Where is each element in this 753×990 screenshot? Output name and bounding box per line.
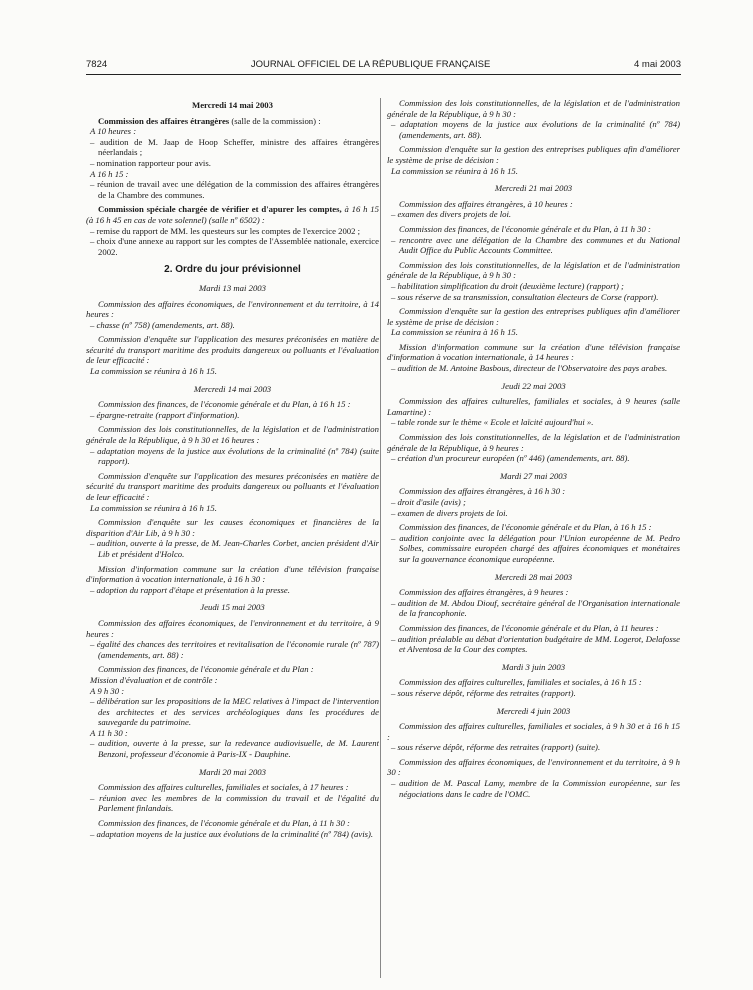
committee-line: Commission des finances, de l'économie générale et du Plan, à 11 h 30 : bbox=[399, 223, 651, 234]
agenda-item: – égalité des chances des territoires et revitalisation de l'économie rurale (nº 787) (amendements, art. 88) : bbox=[90, 639, 379, 660]
agenda-item: – audition préalable au débat d'orientation budgétaire de MM. Logerot, Delafosse et Alventosa de la Cour des comptes. bbox=[391, 633, 680, 655]
agenda-entry bbox=[387, 677, 680, 698]
agenda-entry bbox=[387, 98, 680, 140]
agenda-entry bbox=[387, 342, 680, 374]
agenda-item: – sous réserve dépôt, réforme des retraites (rapport) (suite). bbox=[391, 742, 601, 753]
agenda-item: – nomination rapporteur pour avis. bbox=[90, 157, 211, 168]
committee-line: Commission d'enquête sur la gestion des entreprises publiques afin d'améliorer le système de prise de décision : bbox=[387, 306, 680, 327]
committee-name: Commission des affaires étrangères bbox=[98, 115, 230, 126]
page-number: 7824 bbox=[86, 59, 108, 70]
agenda-entry bbox=[86, 618, 379, 660]
agenda-item: – audition, ouverte à la presse, de M. Jean-Charles Corbet, ancien président d'Air Lib et président d'Holco. bbox=[90, 538, 379, 559]
agenda-entry bbox=[387, 144, 680, 176]
committee-line: Commission d'enquête sur l'application des mesures préconisées en matière de sécurité du transport maritime des produits dangereux ou polluants et l'évaluation de leur efficacité : bbox=[86, 334, 379, 366]
day-heading: Mercredi 28 mai 2003 bbox=[494, 571, 573, 582]
committee-line: Commission des finances, de l'économie générale et du Plan, à 11 heures : bbox=[399, 622, 659, 633]
left-column bbox=[86, 98, 379, 978]
column-divider bbox=[380, 98, 381, 978]
committee-line: Commission des affaires culturelles, familiales et sociales, à 9 h 30 et à 16 h 15 : bbox=[387, 721, 680, 742]
agenda-note: La commission se réunira à 16 h 15. bbox=[90, 366, 217, 377]
committee-line: Mission d'information commune sur la création d'une télévision française d'information à vocation internationale, à 16 h 30 : bbox=[86, 563, 379, 585]
committee-line: Commission d'enquête sur la gestion des entreprises publiques afin d'améliorer le système de prise de décision : bbox=[387, 144, 680, 165]
agenda-note: La commission se réunira à 16 h 15. bbox=[391, 327, 518, 338]
agenda-item: – choix d'une annexe au rapport sur les comptes de l'Assemblée nationale, exercice 2002. bbox=[90, 236, 379, 257]
agenda-entry bbox=[387, 224, 680, 256]
day-heading: Mardi 13 mai 2003 bbox=[198, 282, 266, 293]
agenda-item: – réunion de travail avec une délégation de la commission des affaires étrangères de la Chambre des communes. bbox=[90, 179, 379, 200]
agenda-entry bbox=[387, 396, 680, 428]
agenda-entry bbox=[387, 623, 680, 655]
committee-line: Commission des finances, de l'économie générale et du Plan, à 16 h 15 : bbox=[399, 522, 652, 533]
section-title: 2. Ordre du jour prévisionnel bbox=[164, 264, 301, 276]
agenda-entry bbox=[387, 486, 680, 518]
agenda-item: – réunion avec les membres de la commission du travail et de l'égalité du Parlement finlandais. bbox=[90, 792, 379, 814]
committee-line: Commission des affaires étrangères, à 16 h 30 : bbox=[399, 486, 566, 497]
agenda-entry bbox=[387, 587, 680, 619]
agenda-item: – chasse (nº 758) (amendements, art. 88). bbox=[90, 319, 235, 330]
agenda-entry bbox=[86, 471, 379, 513]
agenda-item: – audition de M. Abdou Diouf, secrétaire général de l'Organisation internationale de la francophonie. bbox=[391, 597, 680, 619]
committee-line: Mission d'information commune sur la création d'une télévision française d'information à vocation internationale, à 14 heures : bbox=[387, 341, 680, 363]
day-heading: Mardi 3 juin 2003 bbox=[501, 661, 566, 672]
committee-line: Commission des lois constitutionnelles, de la législation et de l'administration générale de la République, à 9 h 30 : bbox=[387, 259, 680, 281]
time-label: A 9 h 30 : bbox=[90, 685, 125, 696]
agenda-entry bbox=[86, 818, 379, 839]
agenda-item: – table ronde sur le thème « Ecole et laïcité aujourd'hui ». bbox=[391, 417, 594, 428]
agenda-entry bbox=[387, 757, 680, 799]
agenda-entry bbox=[86, 564, 379, 596]
agenda-entry bbox=[387, 199, 680, 220]
committee-line: Commission des affaires étrangères, à 10 heures : bbox=[399, 198, 573, 209]
agenda-entry bbox=[387, 721, 680, 753]
agenda-entry bbox=[86, 517, 379, 559]
agenda-entry bbox=[86, 424, 379, 466]
agenda-note: La commission se réunira à 16 h 15. bbox=[90, 502, 217, 513]
agenda-item: – droit d'asile (avis) ; bbox=[391, 497, 466, 507]
journal-title: JOURNAL OFFICIEL DE LA RÉPUBLIQUE FRANÇAISE bbox=[250, 59, 491, 70]
agenda-item: – audition de M. Pascal Lamy, membre de la Commission européenne, sur les négociations dans le cadre de l'OMC. bbox=[391, 778, 680, 799]
page-header bbox=[86, 52, 681, 75]
committee-line: Commission des affaires culturelles, familiales et sociales, à 9 heures (salle Lamartine) : bbox=[387, 396, 680, 417]
agenda-item: – audition conjointe avec la délégation pour l'Union européenne de M. Pedro Solbes, commissaire européen chargé des affaires économiques et monétaires sur la gouvernance économique européenne. bbox=[391, 532, 680, 564]
committee-line: Commission des affaires économiques, de l'environnement et du territoire, à 9 h 30 : bbox=[387, 756, 680, 778]
committee-line: Commission des affaires étrangères, à 9 heures : bbox=[399, 587, 569, 598]
committee-line: Commission des affaires économiques, de l'environnement et du territoire, à 14 heures : bbox=[86, 298, 379, 320]
day-heading: Mardi 20 mai 2003 bbox=[198, 766, 266, 777]
day-heading: Mardi 27 mai 2003 bbox=[499, 470, 567, 481]
agenda-entry bbox=[86, 664, 379, 759]
agenda-entry: Commission des affaires étrangères (salle de la commission) : A 10 heures : – audition de M. Jaap de Hoop Scheffer, ministre des affaires étrangères néerlandais ; – nomination rapporteur pour avis. A 16 h 15 : – réunion de travail avec une délégation de la commission des affaires étrangères de la Chambre des communes. bbox=[86, 116, 379, 201]
day-heading: Mercredi 4 juin 2003 bbox=[496, 705, 571, 716]
time-label: A 10 heures : bbox=[90, 126, 137, 137]
agenda-entry bbox=[387, 522, 680, 564]
agenda-item: – rencontre avec une délégation de la Chambre des communes et du National Audit Office du Public Accounts Committee. bbox=[391, 234, 680, 256]
agenda-item: – sous réserve de sa transmission, consultation électeurs de Corse (rapport). bbox=[391, 291, 659, 302]
committee-line: Commission des affaires culturelles, familiales et sociales, à 17 heures : bbox=[98, 782, 349, 793]
day-heading: Mercredi 21 mai 2003 bbox=[494, 183, 573, 194]
committee-line: Commission des finances, de l'économie générale et du Plan, à 16 h 15 : bbox=[98, 399, 351, 410]
committee-line: Commission des lois constitutionnelles, de la législation et de l'administration générale de la République, à 9 heures : bbox=[387, 432, 680, 453]
agenda-item: – remise du rapport de MM. les questeurs sur les comptes de l'exercice 2002 ; bbox=[90, 225, 361, 236]
agenda-entry bbox=[86, 399, 379, 420]
committee-line: Commission d'enquête sur les causes économiques et financières de la disparition d'Air Lib, à 9 h 30 : bbox=[86, 517, 379, 538]
agenda-item: – épargne-retraite (rapport d'information). bbox=[90, 409, 240, 420]
day-heading: Jeudi 22 mai 2003 bbox=[501, 380, 566, 391]
agenda-entry: Commission spéciale chargée de vérifier et d'apurer les comptes, à 16 h 15 (à 16 h 45 en cas de vote solennel) (salle nº 6502) : – remise du rapport de MM. les questeurs sur les comptes de l'exercice 2002 ; – choix d'une annexe au rapport sur les comptes de l'Assemblée nationale, exercice 2002. bbox=[86, 204, 379, 257]
agenda-item: – adoption du rapport d'étape et présentation à la presse. bbox=[90, 584, 290, 595]
agenda-item: – audition de M. Antoine Basbous, directeur de l'Observatoire des pays arabes. bbox=[391, 363, 668, 374]
committee-line: Commission des lois constitutionnelles, de la législation et de l'administration générale de la République, à 9 h 30 et 16 heures : bbox=[86, 424, 379, 446]
day-heading: Mercredi 14 mai 2003 bbox=[193, 383, 272, 394]
agenda-item: – habilitation simplification du droit (deuxième lecture) (rapport) ; bbox=[391, 280, 624, 291]
agenda-item: – sous réserve dépôt, réforme des retraites (rapport). bbox=[391, 687, 576, 698]
agenda-item: – audition de M. Jaap de Hoop Scheffer, ministre des affaires étrangères néerlandais ; bbox=[90, 136, 379, 158]
issue-date: 4 mai 2003 bbox=[633, 59, 681, 70]
time-label: A 11 h 30 : bbox=[90, 727, 128, 738]
agenda-item: – adaptation moyens de la justice aux évolutions de la criminalité (nº 784) (avis). bbox=[90, 828, 374, 839]
agenda-entry bbox=[387, 432, 680, 464]
committee-line: Commission des affaires culturelles, familiales et sociales, à 16 h 15 : bbox=[399, 677, 642, 688]
day-heading: Mercredi 14 mai 2003 bbox=[192, 100, 273, 110]
agenda-entry bbox=[86, 782, 379, 814]
agenda-item: – création d'un procureur européen (nº 446) (amendements, art. 88). bbox=[391, 453, 630, 464]
agenda-item: – adaptation moyens de la justice aux évolutions de la criminalité (nº 784) (suite rapport). bbox=[90, 445, 379, 467]
committee-line: Commission d'enquête sur l'application des mesures préconisées en matière de sécurité du transport maritime des produits dangereux ou polluants et l'évaluation de leur efficacité : bbox=[86, 470, 379, 502]
agenda-entry bbox=[387, 306, 680, 338]
agenda-item: – examen de divers projets de loi. bbox=[391, 507, 508, 518]
right-column bbox=[387, 98, 680, 978]
committee-line: Commission des finances, de l'économie générale et du Plan : bbox=[98, 664, 314, 675]
agenda-note: La commission se réunira à 16 h 15. bbox=[391, 165, 518, 176]
agenda-note: Mission d'évaluation et de contrôle : bbox=[90, 674, 218, 685]
agenda-entry bbox=[387, 260, 680, 302]
committee-line: Commission des lois constitutionnelles, de la législation et de l'administration générale de la République, à 9 h 30 : bbox=[387, 98, 680, 119]
agenda-item: – audition, ouverte à la presse, sur la redevance audiovisuelle, de M. Laurent Benzoni, professeur d'économie à Paris-IX - Dauphine. bbox=[90, 738, 379, 760]
time-label: A 16 h 15 : bbox=[90, 168, 129, 179]
day-heading: Jeudi 15 mai 2003 bbox=[200, 602, 265, 613]
agenda-item: – adaptation moyens de la justice aux évolutions de la criminalité (nº 784) (amendements, art. 88). bbox=[391, 119, 680, 140]
agenda-item: – délibération sur les propositions de la MEC relatives à l'impact de l'intervention des architectes et des services archéologiques dans les procédures de sauvegarde du patrimoine. bbox=[90, 696, 379, 728]
agenda-entry bbox=[86, 334, 379, 376]
committee-line: Commission des affaires économiques, de l'environnement et du territoire, à 9 heures : bbox=[86, 617, 379, 639]
committee-line: Commission des finances, de l'économie générale et du Plan, à 11 h 30 : bbox=[98, 818, 350, 829]
agenda-entry bbox=[86, 299, 379, 331]
agenda-item: – examen des divers projets de loi. bbox=[391, 209, 512, 220]
committee-name: Commission spéciale chargée de vérifier et d'apurer les comptes, bbox=[98, 204, 342, 215]
